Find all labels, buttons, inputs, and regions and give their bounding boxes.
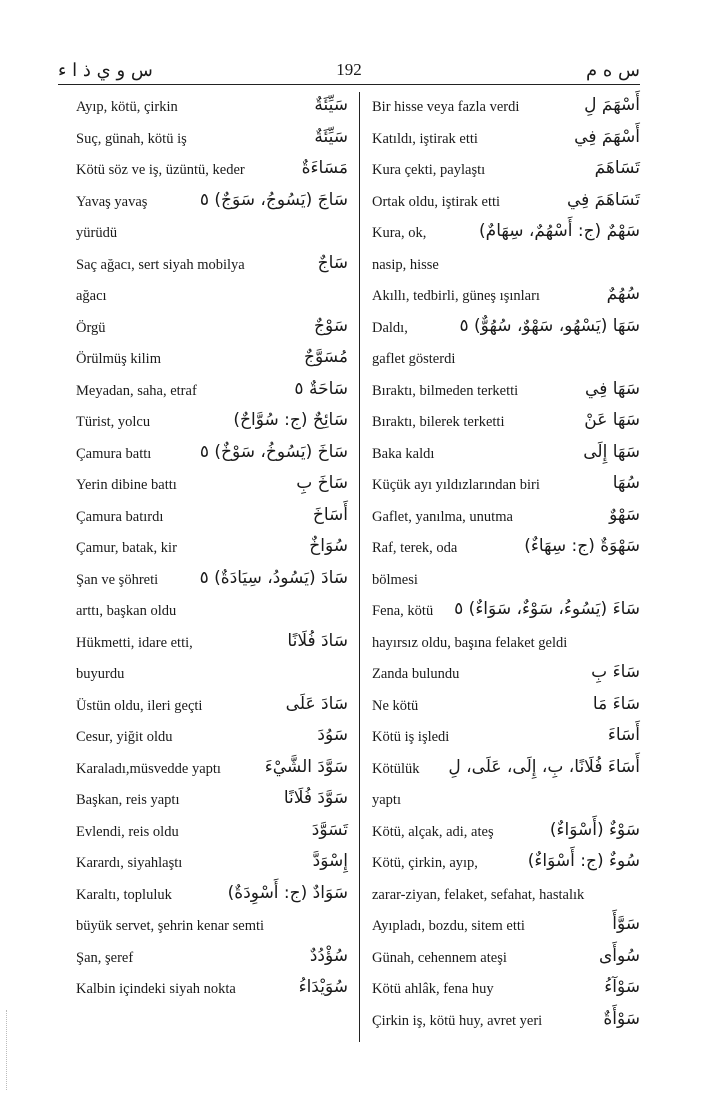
arabic-term: إِسْوَدَّ <box>312 851 348 871</box>
dictionary-entry <box>76 691 348 723</box>
turkish-meaning: bölmesi <box>372 571 418 588</box>
arabic-term: سُوءٌ (ج: أَسْوَاءٌ) <box>527 851 640 871</box>
dictionary-entry <box>76 817 348 849</box>
dictionary-entry <box>372 691 640 723</box>
turkish-meaning: Ortak oldu, iştirak etti <box>372 193 501 210</box>
turkish-meaning: büyük servet, şehrin kenar semti <box>76 918 265 934</box>
turkish-meaning: Kötü, çirkin, ayıp, <box>372 855 478 871</box>
dictionary-entry <box>372 628 640 660</box>
arabic-term: سَهَا فِي <box>585 378 640 399</box>
dictionary-entry <box>76 880 348 912</box>
turkish-meaning: Bıraktı, bilmeden terketti <box>372 382 519 399</box>
page-header <box>58 60 640 82</box>
dictionary-entry <box>76 155 348 187</box>
arabic-term: سَوَّدَ فُلَانًا <box>283 788 348 808</box>
turkish-meaning: Ayıp, kötü, çirkin <box>76 99 178 115</box>
arabic-term: أَسَاءَ فُلَانًا، بِ، إِلَى، عَلَى، لِ <box>448 756 640 777</box>
dictionary-entry <box>372 218 640 250</box>
turkish-meaning: yaptı <box>372 792 401 808</box>
dictionary-entry <box>76 911 348 943</box>
arabic-term: سَهَا (يَسْهُو، سَهْوٌ، سُهُوٌّ) ٥ <box>459 315 640 336</box>
dictionary-entry <box>76 502 348 534</box>
turkish-meaning: Raf, terek, oda <box>372 540 458 556</box>
turkish-meaning: Fena, kötü <box>372 603 434 619</box>
arabic-term: سَادَ فُلَانًا <box>287 630 348 651</box>
turkish-meaning: Örülmüş kilim <box>76 351 161 367</box>
arabic-term: سَادَ (يَسُودُ، سِيَادَةٌ) ٥ <box>199 567 348 588</box>
dictionary-entry <box>76 313 348 345</box>
turkish-meaning: hayırsız oldu, başına felaket geldi <box>372 634 568 651</box>
dictionary-entry <box>76 376 348 408</box>
turkish-meaning: Bir hisse veya fazla verdi <box>372 99 520 115</box>
arabic-term: سَهَا عَنْ <box>584 410 640 430</box>
arabic-term: سَوْءٌ (أَسْوَاءٌ) <box>549 819 640 840</box>
turkish-meaning: Kötü söz ve iş, üzüntü, keder <box>76 162 245 178</box>
dictionary-entry <box>372 281 640 313</box>
arabic-term: أَسْهَمَ فِي <box>574 126 640 147</box>
right-column <box>372 92 640 1037</box>
turkish-meaning: Suç, günah, kötü iş <box>76 130 187 147</box>
turkish-meaning: Kötülük <box>372 760 420 777</box>
dictionary-entry <box>372 187 640 219</box>
arabic-term: سَهْوَةٌ (ج: سِهَاءٌ) <box>524 536 640 556</box>
arabic-term: سَاحَةٌ ٥ <box>294 378 348 399</box>
dictionary-entry <box>76 628 348 660</box>
arabic-term: سُؤْدُدٌ <box>309 945 348 966</box>
turkish-meaning: Şan, şeref <box>76 949 134 966</box>
dictionary-entry <box>76 470 348 502</box>
arabic-term: تَسَوَّدَ <box>311 819 348 840</box>
arabic-term: سَهَا إِلَى <box>583 441 640 462</box>
turkish-meaning: Katıldı, iştirak etti <box>372 130 478 147</box>
arabic-term: سَوُدَ <box>317 725 348 745</box>
turkish-meaning: Ne kötü <box>372 697 419 714</box>
dictionary-entry <box>372 502 640 534</box>
arabic-term: سُهُمٌ <box>606 284 640 304</box>
arabic-term: سَيِّئَةٌ <box>314 126 348 147</box>
turkish-meaning: Kura, ok, <box>372 225 427 241</box>
arabic-term: سُوَيْدَاءُ <box>298 977 348 997</box>
dictionary-entry <box>372 974 640 1006</box>
arabic-term: سَاجَ (يَسُوجُ، سَوَجٌ) ٥ <box>199 189 348 210</box>
dictionary-entry <box>76 659 348 691</box>
arabic-term: سَاءَ مَا <box>592 693 640 714</box>
dictionary-entry <box>76 124 348 156</box>
turkish-meaning: Hükmetti, idare etti, <box>76 634 193 651</box>
dictionary-entry <box>76 92 348 124</box>
turkish-meaning: Karaltı, topluluk <box>76 886 172 903</box>
turkish-meaning: Ayıpladı, bozdu, sitem etti <box>372 918 525 934</box>
dictionary-entry <box>372 313 640 345</box>
arabic-term: سَوَادٌ (ج: أَسْوِدَةٌ) <box>227 882 348 903</box>
dictionary-entry <box>372 533 640 565</box>
turkish-meaning: Baka kaldı <box>372 445 435 462</box>
arabic-term: تَسَاهَمَ فِي <box>566 189 640 210</box>
turkish-meaning: Türist, yolcu <box>76 414 151 430</box>
turkish-meaning: Çamura batırdı <box>76 508 164 525</box>
arabic-term: تَسَاهَمَ <box>594 158 640 178</box>
turkish-meaning: Çamura battı <box>76 445 152 462</box>
turkish-meaning: zarar-ziyan, felaket, sefahat, hastalık <box>372 886 585 903</box>
arabic-term: سُوَاخٌ <box>309 536 348 556</box>
dictionary-entry <box>76 407 348 439</box>
dictionary-entry <box>76 218 348 250</box>
dictionary-entry <box>372 880 640 912</box>
dictionary-entry <box>372 565 640 597</box>
dictionary-entry <box>372 92 640 124</box>
dictionary-entry <box>76 974 348 1006</box>
margin-mark <box>6 1010 9 1090</box>
arabic-term: سَاجٌ <box>317 252 348 273</box>
turkish-meaning: Cesur, yiğit oldu <box>76 729 173 745</box>
turkish-meaning: yürüdü <box>76 225 118 241</box>
turkish-meaning: Üstün oldu, ileri geçti <box>76 697 203 714</box>
turkish-meaning: Yavaş yavaş <box>76 193 148 210</box>
dictionary-entry <box>372 250 640 282</box>
dictionary-entry <box>76 565 348 597</box>
turkish-meaning: Daldı, <box>372 319 408 336</box>
dictionary-entry <box>76 848 348 880</box>
turkish-meaning: Şan ve şöhreti <box>76 571 159 588</box>
dictionary-entry <box>76 439 348 471</box>
dictionary-entry <box>76 187 348 219</box>
dictionary-entry <box>372 817 640 849</box>
arabic-term: سُوأَى <box>598 945 640 966</box>
turkish-meaning: Evlendi, reis oldu <box>76 823 179 840</box>
arabic-term: سَاءَ بِ <box>591 662 640 682</box>
dictionary-entry <box>372 344 640 376</box>
turkish-meaning: arttı, başkan oldu <box>76 603 177 619</box>
dictionary-entry <box>372 754 640 786</box>
turkish-meaning: Gaflet, yanılma, unutma <box>372 508 513 525</box>
page-number: 192 <box>336 60 362 79</box>
dictionary-entry <box>76 281 348 313</box>
turkish-meaning: Karardı, siyahlaştı <box>76 855 183 871</box>
turkish-meaning: Zanda bulundu <box>372 666 460 682</box>
turkish-meaning: Kötü, alçak, adi, ateş <box>372 823 494 840</box>
arabic-term: أَسْهَمَ لِ <box>584 95 640 115</box>
turkish-meaning: Kötü iş işledi <box>372 729 450 745</box>
turkish-meaning: Günah, cehennem ateşi <box>372 949 507 966</box>
arabic-term: سَهْمٌ (ج: أَسْهُمٌ، سِهَامٌ) <box>479 221 640 241</box>
arabic-term: سَوْأَةٌ <box>603 1008 640 1029</box>
dictionary-entry <box>76 785 348 817</box>
dictionary-entry <box>372 376 640 408</box>
arabic-term: سُهَا <box>612 473 640 493</box>
arabic-term: سَاءَ (يَسُوءُ، سَوْءٌ، سَوَاءٌ) ٥ <box>454 599 640 619</box>
dictionary-entry <box>76 344 348 376</box>
turkish-meaning: Yerin dibine battı <box>76 477 177 493</box>
turkish-meaning: Çirkin iş, kötü huy, avret yeri <box>372 1012 543 1029</box>
arabic-term: سَاخَ (يَسُوخُ، سَوْخٌ) ٥ <box>199 441 348 462</box>
dictionary-entry <box>372 439 640 471</box>
left-column <box>76 92 348 1006</box>
arabic-term: سَائِحٌ (ج: سُوَّاحٌ) <box>233 410 348 430</box>
dictionary-entry <box>372 911 640 943</box>
arabic-term: سَوَّأَ <box>612 914 640 934</box>
dictionary-entry <box>372 407 640 439</box>
turkish-meaning: nasip, hisse <box>372 256 439 273</box>
turkish-meaning: Örgü <box>76 319 106 336</box>
arabic-term: سَيِّئَةٌ <box>314 95 348 115</box>
dictionary-entry <box>76 722 348 754</box>
header-letters-left: س و ي ذ ا ء <box>58 60 153 81</box>
arabic-term: مُسَوَّجٌ <box>303 347 348 367</box>
turkish-meaning: Meyadan, saha, etraf <box>76 382 197 399</box>
turkish-meaning: Akıllı, tedbirli, güneş ışınları <box>372 288 540 304</box>
dictionary-entry <box>76 943 348 975</box>
dictionary-entry <box>372 155 640 187</box>
dictionary-entry <box>372 1006 640 1038</box>
turkish-meaning: Başkan, reis yaptı <box>76 792 180 808</box>
dictionary-entry <box>76 250 348 282</box>
arabic-term: سَاخَ بِ <box>296 473 348 493</box>
dictionary-entry <box>372 785 640 817</box>
arabic-term: سَوَّدَ الشَّيْءَ <box>264 756 348 777</box>
dictionary-entry <box>372 659 640 691</box>
arabic-term: سَادَ عَلَى <box>285 693 348 714</box>
turkish-meaning: Çamur, batak, kir <box>76 540 177 556</box>
dictionary-entry <box>76 596 348 628</box>
turkish-meaning: Karaladı,müsvedde yaptı <box>76 760 221 777</box>
turkish-meaning: Kura çekti, paylaştı <box>372 162 486 178</box>
dictionary-entry <box>372 124 640 156</box>
turkish-meaning: gaflet gösterdi <box>372 351 456 367</box>
turkish-meaning: Küçük ayı yıldızlarından biri <box>372 477 540 493</box>
column-divider <box>359 92 360 1042</box>
header-letters-right: س ه م <box>586 60 640 81</box>
dictionary-entry <box>372 848 640 880</box>
arabic-term: سَوْجٌ <box>314 315 348 336</box>
turkish-meaning: Bıraktı, bilerek terketti <box>372 414 505 430</box>
dictionary-entry <box>372 722 640 754</box>
dictionary-entry <box>372 596 640 628</box>
turkish-meaning: ağacı <box>76 288 107 304</box>
arabic-term: سَوْآءُ <box>604 977 640 997</box>
arabic-term: أَسَاخَ <box>312 504 348 525</box>
dictionary-entry <box>372 470 640 502</box>
header-rule <box>58 84 640 85</box>
dictionary-entry <box>76 754 348 786</box>
arabic-term: أَسَاءَ <box>607 725 640 745</box>
turkish-meaning: Saç ağacı, sert siyah mobilya <box>76 256 245 273</box>
dictionary-entry <box>76 533 348 565</box>
dictionary-entry <box>372 943 640 975</box>
arabic-term: سَهْوٌ <box>609 504 640 525</box>
turkish-meaning: Kalbin içindeki siyah nokta <box>76 981 236 997</box>
arabic-term: مَسَاءَةٌ <box>301 158 348 178</box>
turkish-meaning: buyurdu <box>76 666 125 682</box>
turkish-meaning: Kötü ahlâk, fena huy <box>372 981 494 997</box>
